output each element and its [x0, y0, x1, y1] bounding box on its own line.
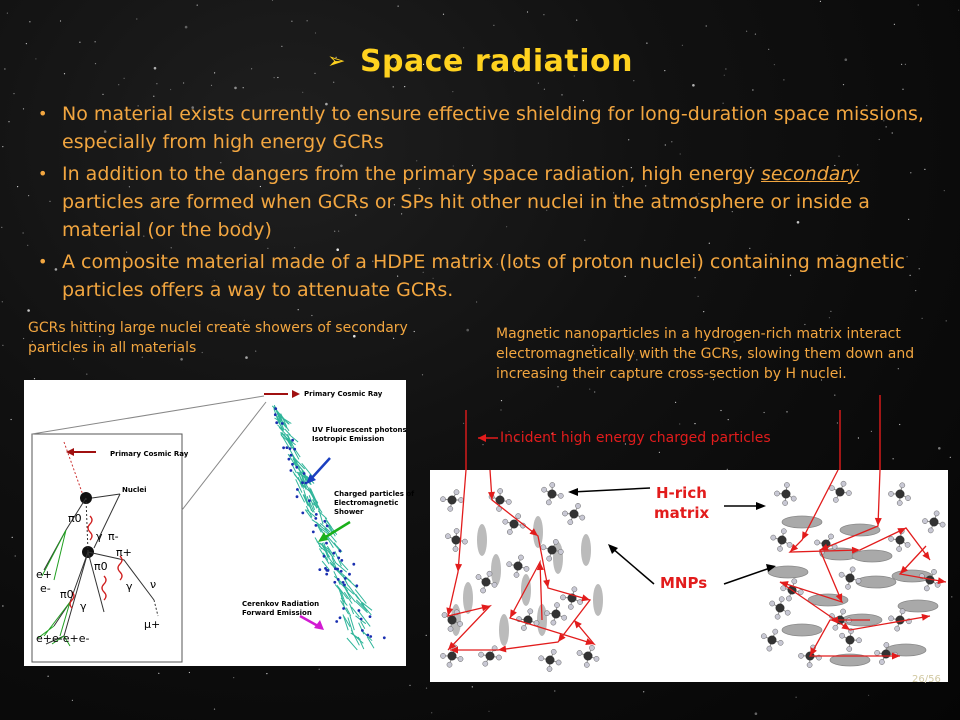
uv-photon	[339, 616, 342, 619]
hydrogen-atom	[556, 660, 561, 665]
hydrogen-atom	[905, 542, 910, 547]
methane-molecule	[560, 587, 582, 610]
hydrogen-atom	[781, 529, 786, 534]
gamma-label: γ	[126, 580, 133, 593]
uv-photon	[318, 568, 321, 571]
hydrogen-atom	[547, 556, 552, 561]
uv-photon	[274, 413, 277, 416]
pion-label: π+	[116, 546, 132, 559]
hydrogen-atom	[550, 482, 555, 487]
cascade-label: e+e-e+e-	[36, 632, 90, 645]
uv-photon	[289, 447, 292, 450]
hydrogen-atom	[454, 528, 459, 533]
path-arrowhead	[543, 580, 550, 589]
hydrogen-atom	[774, 491, 779, 496]
hydrogen-atom	[594, 656, 599, 661]
pointer-line	[572, 488, 650, 492]
hydrogen-atom	[895, 626, 900, 631]
methane-molecule	[539, 649, 562, 671]
hydrogen-atom	[779, 597, 784, 602]
shower-track	[347, 638, 357, 650]
uv-photon	[334, 567, 337, 570]
uv-photon	[296, 488, 299, 491]
hydrogen-atom	[787, 542, 792, 547]
hydrogen-atom	[815, 540, 820, 545]
hydrogen-atom	[568, 604, 573, 609]
shower-track	[318, 511, 327, 519]
hydrogen-atom	[440, 653, 445, 658]
hydrogen-atom	[841, 481, 846, 486]
hydrogen-atom	[560, 595, 565, 600]
carbon-atom	[776, 604, 785, 613]
hydrogen-atom	[551, 620, 556, 625]
nanoparticle-ellipse	[581, 534, 591, 566]
neutrino-label: ν	[150, 578, 157, 591]
hydrogen-atom	[454, 490, 459, 495]
path-arrowhead	[922, 552, 930, 561]
nanoparticle-disk	[782, 624, 822, 636]
uv-photon	[369, 635, 372, 638]
hydrogen-atom	[850, 567, 855, 572]
methane-molecule	[516, 609, 539, 631]
matrix-label: matrix	[654, 504, 710, 522]
hydrogen-atom	[905, 496, 910, 501]
carbon-atom	[896, 536, 905, 545]
uv-photon	[344, 577, 347, 580]
hydrogen-atom	[498, 488, 503, 493]
uv-photon	[383, 636, 386, 639]
methane-molecule	[840, 629, 862, 652]
uv-photon	[332, 552, 335, 555]
uv-photon	[296, 495, 299, 498]
carbon-atom	[896, 616, 905, 625]
hydrogen-atom	[514, 572, 519, 577]
uv-photon	[323, 520, 326, 523]
incident-label-text: Incident high energy charged particles	[500, 430, 771, 446]
hydrogen-atom	[900, 483, 905, 488]
hydrogen-atom	[577, 650, 582, 655]
hydrogen-atom	[845, 584, 850, 589]
pion-label: π0	[68, 512, 82, 525]
hydrogen-atom	[773, 629, 778, 634]
emphasized-word: secondary	[761, 163, 860, 185]
pointer-arrowhead	[568, 488, 578, 496]
methane-molecule	[761, 629, 783, 651]
hydrogen-atom	[458, 497, 463, 502]
muon-label: μ+	[144, 618, 161, 631]
uv-photon	[295, 466, 298, 469]
hydrogen-atom	[775, 614, 780, 619]
carbon-atom	[778, 536, 787, 545]
carbon-atom	[514, 562, 523, 571]
nanoparticle-disk	[768, 566, 808, 578]
hydrogen-atom	[575, 503, 580, 508]
hydrogen-atom	[448, 506, 453, 511]
positron-label: e+	[36, 568, 52, 581]
hydrogen-atom	[897, 500, 902, 505]
hydrogen-atom	[770, 601, 775, 606]
carbon-atom	[882, 650, 891, 659]
hydrogen-atom	[518, 555, 523, 560]
hydrogen-atom	[562, 615, 567, 620]
hydrogen-atom	[846, 491, 851, 496]
zoom-line	[182, 402, 266, 510]
hydrogen-atom	[778, 640, 783, 645]
hydrogen-atom	[539, 656, 544, 661]
uv-photon	[342, 607, 345, 610]
bullet-text: A composite material made of a HDPE matrix (lots of proton nuclei) containing magnetic particles offers a way to attenuate GCRs.	[62, 251, 905, 301]
pointer-line	[612, 548, 654, 584]
methane-molecule	[542, 482, 564, 505]
carbon-atom	[548, 546, 557, 555]
uv-photon	[325, 542, 328, 545]
methane-molecule	[922, 511, 945, 533]
hydrogen-atom	[458, 656, 463, 661]
hydrogen-atom	[479, 652, 484, 657]
page-number: 26/56	[912, 674, 941, 685]
carbon-atom	[896, 490, 905, 499]
methane-molecule	[544, 603, 566, 626]
hydrogen-atom	[580, 515, 585, 520]
shower-diagram	[24, 380, 415, 666]
hydrogen-atom	[558, 549, 563, 554]
uv-photon	[286, 446, 289, 449]
pion-label: π0	[94, 560, 108, 573]
cerenkov-arrow	[300, 616, 318, 626]
carbon-atom	[846, 636, 855, 645]
hydrogen-atom	[931, 569, 936, 574]
hydrogen-atom	[589, 645, 594, 650]
hydrogen-atom	[897, 546, 902, 551]
hydrogen-atom	[784, 482, 789, 487]
carbon-atom	[570, 510, 579, 519]
hydrogen-atom	[542, 487, 547, 492]
hydrogen-atom	[900, 609, 905, 614]
nanoparticle-disk	[852, 550, 892, 562]
uv-photon	[291, 463, 294, 466]
uv-photon	[301, 512, 304, 515]
hydrogen-atom	[584, 662, 589, 667]
charged-label: Charged particles of	[334, 490, 415, 498]
shower-track	[335, 584, 342, 593]
hydrogen-atom	[562, 511, 567, 516]
hydrogen-atom	[568, 520, 573, 525]
uv-photon	[326, 525, 329, 528]
hydrogen-atom	[856, 638, 861, 643]
uv-photon	[301, 481, 304, 484]
carbon-atom	[836, 488, 845, 497]
uv-photon	[343, 584, 346, 587]
path-arrowhead	[922, 614, 931, 621]
hydrogen-atom	[875, 650, 880, 655]
hydrogen-atom	[544, 611, 549, 616]
cerenkov-label: Cerenkov Radiation	[242, 600, 320, 608]
nanoparticle-ellipse	[499, 614, 509, 646]
hydrogen-atom	[922, 519, 927, 524]
methane-molecule	[577, 645, 599, 667]
uv-photon	[315, 524, 318, 527]
hydrogen-atom	[516, 514, 521, 519]
hydrogen-atom	[888, 491, 893, 496]
hydrogen-atom	[440, 497, 445, 502]
hydrogen-atom	[856, 578, 861, 583]
carbon-atom	[448, 652, 457, 661]
carbon-atom	[768, 636, 777, 645]
path-arrowhead	[938, 577, 947, 584]
hydrogen-atom	[506, 499, 511, 504]
carbon-atom	[548, 490, 557, 499]
pointer-arrowhead	[756, 502, 766, 510]
hydrogen-atom	[442, 612, 447, 617]
mnps-label: MNPs	[660, 574, 708, 592]
hydrogen-atom	[448, 626, 453, 631]
hydrogen-atom	[840, 633, 845, 638]
hydrogen-atom	[807, 662, 812, 667]
methane-molecule	[445, 528, 467, 551]
hydrogen-atom	[798, 590, 803, 595]
hydrogen-atom	[558, 493, 563, 498]
carbon-atom	[486, 652, 495, 661]
hydrogen-atom	[553, 539, 558, 544]
uv-photon	[308, 499, 311, 502]
carbon-atom	[510, 520, 519, 529]
uv-photon	[342, 581, 345, 584]
uv-label: UV Fluorescent photons	[312, 426, 407, 434]
hydrogen-atom	[481, 588, 486, 593]
methane-molecule	[479, 646, 502, 667]
uv-photon	[291, 439, 294, 442]
hydrogen-atom	[777, 546, 782, 551]
hydrogen-atom	[928, 528, 933, 533]
hydrogen-atom	[541, 545, 546, 550]
carbon-atom	[584, 652, 593, 661]
uv-photon	[333, 581, 336, 584]
uv-photon	[303, 472, 306, 475]
primary-ray-label-right: Primary Cosmic Ray	[304, 390, 383, 398]
hydrogen-atom	[507, 562, 512, 567]
hydrogen-atom	[458, 621, 463, 626]
uv-photon	[335, 620, 338, 623]
carbon-atom	[452, 536, 461, 545]
nanoparticle-disk	[840, 524, 880, 536]
hydrogen-atom	[551, 649, 556, 654]
carbon-atom	[546, 656, 555, 665]
methane-molecule	[839, 567, 861, 590]
methane-molecule	[440, 490, 463, 512]
uv-photon	[314, 517, 317, 520]
hydrogen-atom	[792, 579, 797, 584]
hydrogen-atom	[791, 496, 796, 501]
uv-photon	[355, 584, 358, 587]
hydrogen-atom	[839, 572, 844, 577]
nuclei-label: Nuclei	[122, 486, 147, 494]
hydrogen-atom	[847, 646, 852, 651]
hydrogen-atom	[940, 522, 945, 527]
hydrogen-atom	[447, 662, 452, 667]
uv-photon	[348, 573, 351, 576]
pion-label: π-	[108, 530, 119, 543]
shower-track	[330, 562, 341, 572]
bullet-text: particles are formed when GCRs or SPs hit other nuclei in the atmosphere or inside a material (or the body)	[62, 191, 870, 241]
methane-molecule	[774, 482, 796, 505]
hydrogen-atom	[879, 659, 884, 664]
methane-molecule	[771, 529, 793, 552]
hydrogen-atom	[767, 646, 772, 651]
incident-arrowhead	[478, 434, 486, 442]
hydrogen-atom	[889, 536, 894, 541]
gamma-label: γ	[80, 600, 87, 613]
pointer-line	[724, 568, 770, 584]
uv-photon	[366, 634, 369, 637]
shower-caption: GCRs hitting large nuclei create showers of secondary particles in all materials	[28, 320, 408, 356]
h-rich-label: H-rich	[656, 484, 707, 502]
hydrogen-atom	[547, 666, 552, 671]
hydrogen-atom	[483, 661, 488, 666]
nanoparticle-disk	[856, 576, 896, 588]
hydrogen-atom	[889, 616, 894, 621]
hydrogen-atom	[785, 610, 790, 615]
uv-label: Isotropic Emission	[312, 435, 385, 443]
hydrogen-atom	[487, 571, 492, 576]
uv-photon	[312, 531, 315, 534]
methane-molecule	[562, 503, 585, 525]
hydrogen-atom	[924, 586, 929, 591]
uv-photon	[369, 615, 372, 618]
uv-photon	[274, 407, 277, 410]
path-arrowhead	[498, 646, 506, 653]
uv-photon	[323, 555, 326, 558]
carbon-atom	[782, 490, 791, 499]
uv-arrow	[310, 458, 330, 480]
bullet-text: In addition to the dangers from the primary space radiation, high energy	[62, 163, 762, 185]
uv-photon	[290, 469, 293, 472]
hydrogen-atom	[476, 574, 481, 579]
nanoparticle-ellipse	[593, 584, 603, 616]
nanoparticle-ellipse	[463, 582, 473, 614]
shower-track	[359, 623, 364, 635]
methane-molecule	[829, 481, 851, 502]
mnp-caption: Magnetic nanoparticles in a hydrogen-rich matrix interact electromagnetically with the GCRs, slowing them down and increasing their capture cross-section by H nuclei.	[496, 326, 915, 382]
uv-photon	[339, 549, 342, 552]
hydrogen-atom	[445, 534, 450, 539]
nanoparticle-ellipse	[491, 554, 501, 586]
nanoparticle-ellipse	[477, 524, 487, 556]
hydrogen-atom	[833, 625, 838, 630]
bullet-text: No material exists currently to ensure effective shielding for long-duration space missions, especially from high energy GCRs	[62, 103, 924, 153]
hydrogen-atom	[503, 519, 508, 524]
hydrogen-atom	[462, 539, 467, 544]
hydrogen-atom	[546, 500, 551, 505]
uv-photon	[340, 559, 343, 562]
hydrogen-atom	[554, 603, 559, 608]
arrow-bullet-icon: ➢	[327, 49, 346, 74]
hydrogen-atom	[841, 609, 846, 614]
hydrogen-atom	[572, 587, 577, 592]
hydrogen-atom	[828, 534, 833, 539]
carbon-atom	[448, 496, 457, 505]
path-arrowhead	[455, 564, 462, 572]
carbon-atom	[448, 616, 457, 625]
hydrogen-atom	[781, 586, 786, 591]
uv-photon	[358, 609, 361, 612]
electron-label: e-	[40, 582, 51, 595]
hydrogen-atom	[496, 655, 501, 660]
hydrogen-atom	[524, 566, 529, 571]
hydrogen-atom	[934, 511, 939, 516]
mnp-diagram	[430, 470, 948, 682]
uv-photon	[282, 446, 285, 449]
path-arrowhead	[875, 518, 882, 526]
uv-photon	[361, 629, 364, 632]
primary-arrowhead	[292, 390, 300, 398]
hydrogen-atom	[884, 642, 889, 647]
uv-photon	[293, 448, 296, 451]
hydrogen-atom	[783, 500, 788, 505]
uv-photon	[281, 422, 284, 425]
carbon-atom	[552, 610, 561, 619]
nanoparticle-disk	[782, 516, 822, 528]
hydrogen-atom	[528, 609, 533, 614]
uv-photon	[337, 557, 340, 560]
mnp-matrix-figure	[430, 470, 948, 682]
carbon-atom	[846, 574, 855, 583]
hydrogen-atom	[786, 596, 791, 601]
carbon-atom	[482, 578, 491, 587]
hydrogen-atom	[761, 634, 766, 639]
cosmic-ray-shower-figure	[24, 380, 415, 666]
hydrogen-atom	[507, 529, 512, 534]
hydrogen-atom	[534, 621, 539, 626]
zoom-line	[32, 396, 264, 434]
uv-photon	[340, 570, 343, 573]
hydrogen-atom	[771, 535, 776, 540]
hydrogen-atom	[492, 582, 497, 587]
uv-photon	[327, 569, 330, 572]
pion-label: π0	[60, 588, 74, 601]
uv-photon	[290, 454, 293, 457]
title-text: Space radiation	[359, 44, 633, 79]
hydrogen-atom	[521, 625, 526, 630]
charged-label: Electromagnetic	[334, 499, 399, 507]
path-arrowhead	[581, 594, 590, 601]
charged-label: Shower	[334, 508, 364, 516]
uv-photon	[337, 578, 340, 581]
carbon-atom	[930, 518, 939, 527]
hydrogen-atom	[798, 653, 803, 658]
cerenkov-label: Forward Emission	[242, 609, 312, 617]
uv-photon	[275, 421, 278, 424]
uv-photon	[325, 573, 328, 576]
hydrogen-atom	[833, 497, 838, 502]
nanoparticle-ellipse	[521, 574, 531, 606]
uv-photon	[315, 513, 318, 516]
uv-photon	[288, 458, 291, 461]
methane-molecule	[888, 483, 910, 506]
shower-track	[350, 615, 355, 630]
uv-photon	[352, 563, 355, 566]
gamma-label: γ	[96, 530, 103, 543]
hydrogen-atom	[453, 546, 458, 551]
uv-photon	[360, 618, 363, 621]
primary-ray-label: Primary Cosmic Ray	[110, 450, 189, 458]
